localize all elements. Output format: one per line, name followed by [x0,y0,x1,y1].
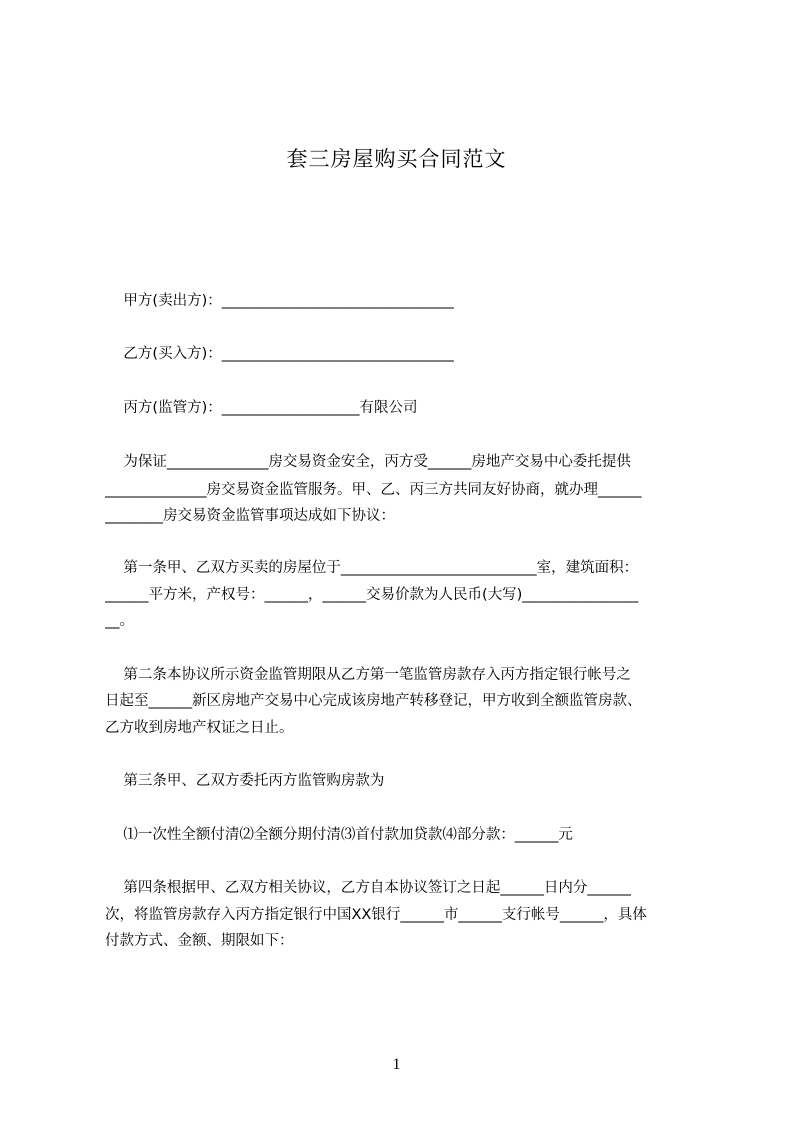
article-4-line-3: 付款方式、金额、期限如下： [105,933,294,949]
party-b-line: 乙方(买入方)：________________________________ [105,346,454,362]
article-4-line-2: 次，将监管房款存入丙方指定银行中国XX银行______市______支行帐号______，具体 [105,907,647,923]
article-2-line-2: 日起至______新区房地产交易中心完成该房地产转移登记，甲方收到全额监管房款、 [105,693,642,709]
party-c-line: 丙方(监管方)：___________________有限公司 [105,400,418,416]
intro-line-1: 为保证______________房交易资金安全，丙方受______房地产交易中心委托提供 [105,454,631,470]
article-2-line-3: 乙方收到房地产权证之日止。 [105,720,294,736]
document-title: 套三房屋购买合同范文 [286,147,507,171]
intro-line-2: ______________房交易资金监管服务。甲、乙、丙三方共同友好协商，就办理______ [105,482,642,498]
intro-line-3: ________房交易资金监管事项达成如下协议： [105,508,395,524]
article-2-line-1: 第二条本协议所示资金监管期限从乙方第一笔监管房款存入丙方指定银行帐号之 [105,667,631,683]
payment-options-line: ⑴一次性全额付清⑵全额分期付清⑶首付款加贷款⑷部分款：______元 [105,827,573,843]
party-a-line: 甲方(卖出方)：________________________________ [105,293,454,309]
article-4-line-1: 第四条根据甲、乙双方相关协议，乙方自本协议签订之日起______日内分______ [105,880,631,896]
page-number: 1 [392,1056,401,1073]
article-1-line-1: 第一条甲、乙双方买卖的房屋位于___________________________室，建筑面积： [105,560,639,576]
article-1-line-2: ______平方米，产权号：______，______交易价款为人民币(大写)________________ [105,587,639,603]
article-3-line: 第三条甲、乙双方委托丙方监管购房款为 [105,773,385,789]
article-1-line-3: __。 [105,613,134,629]
